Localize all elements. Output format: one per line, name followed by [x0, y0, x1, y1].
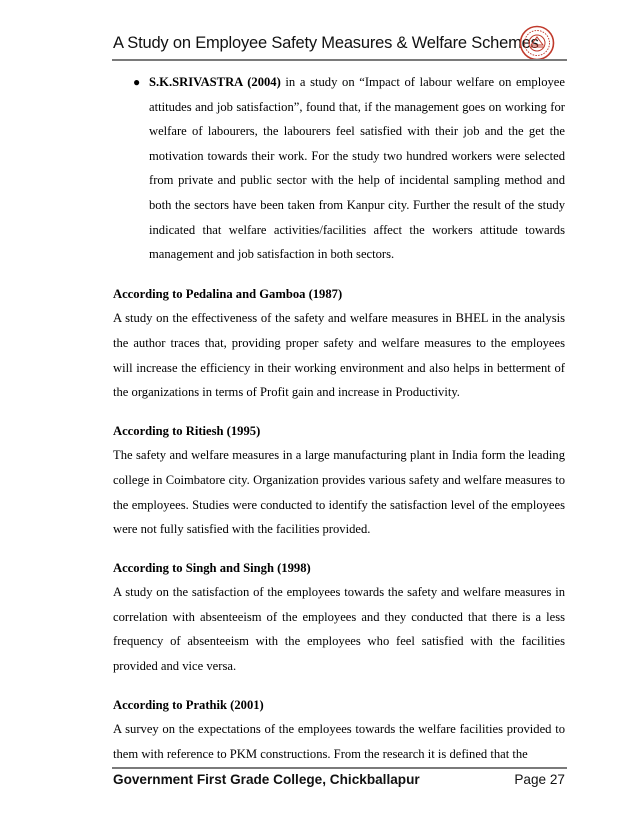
page-body [113, 70, 565, 766]
footer-page-number: Page 27 [514, 772, 565, 787]
section-text: A study on the satisfaction of the employees towards the safety and welfare measures in correlation with absenteeism of the employees and they conducted that there is a less frequency of absenteeism with the employees who feel satisfied with the facilities provided and vice versa. [113, 585, 565, 674]
section-heading: According to Pedalina and Gamboa (1987) [113, 286, 343, 301]
section-text: A study on the effectiveness of the safety and welfare measures in BHEL in the analysis the author traces that, providing proper safety and welfare measures to the employees will increase the efficiency in their working environment and also helps in betterment of the organizations in terms of Profit gain and increase in Productivity. [113, 311, 565, 400]
section-heading: According to Ritiesh (1995) [113, 423, 261, 438]
section-ritiesh [113, 419, 565, 542]
bullet-item [113, 70, 565, 267]
section-pedalina [113, 282, 565, 405]
bullet-text: in a study on “Impact of labour welfare on employee attitudes and job satisfaction”, found that, if the management goes on working for welfare of labourers, the labourers feel satisfied with their job and the get the motivation towards their work. For the study two hundred workers were selected from private and public sector with the help of incidental sampling method and both the sectors have been taken from Kanpur city. Further the result of the study indicated that welfare activities/facilities affect the workers attitude towards management and job satisfaction in both sectors. [149, 75, 565, 262]
header-divider [112, 59, 567, 61]
section-text: The safety and welfare measures in a large manufacturing plant in India form the leading college in Coimbatore city. Organization provides various safety and welfare measures to the employees. Studies were conducted to identify the satisfaction level of the employees were not fully satisfied with the facilities provided. [113, 448, 565, 537]
section-prathik [113, 693, 565, 767]
college-seal-icon [519, 25, 555, 61]
bullet-paragraph [149, 70, 565, 267]
section-heading: According to Singh and Singh (1998) [113, 560, 311, 575]
section-singh [113, 556, 565, 679]
bullet-author: S.K.SRIVASTRA (2004) [149, 75, 281, 89]
footer-divider [112, 767, 567, 769]
footer-college: Government First Grade College, Chickballapur [113, 772, 420, 787]
page-header-title: A Study on Employee Safety Measures & Welfare Schemes [113, 34, 539, 52]
section-heading: According to Prathik (2001) [113, 697, 264, 712]
section-text: A survey on the expectations of the employees towards the welfare facilities provided to them with reference to PKM constructions. From the research it is defined that the [113, 722, 565, 761]
bullet-dot-icon: ● [133, 75, 141, 89]
